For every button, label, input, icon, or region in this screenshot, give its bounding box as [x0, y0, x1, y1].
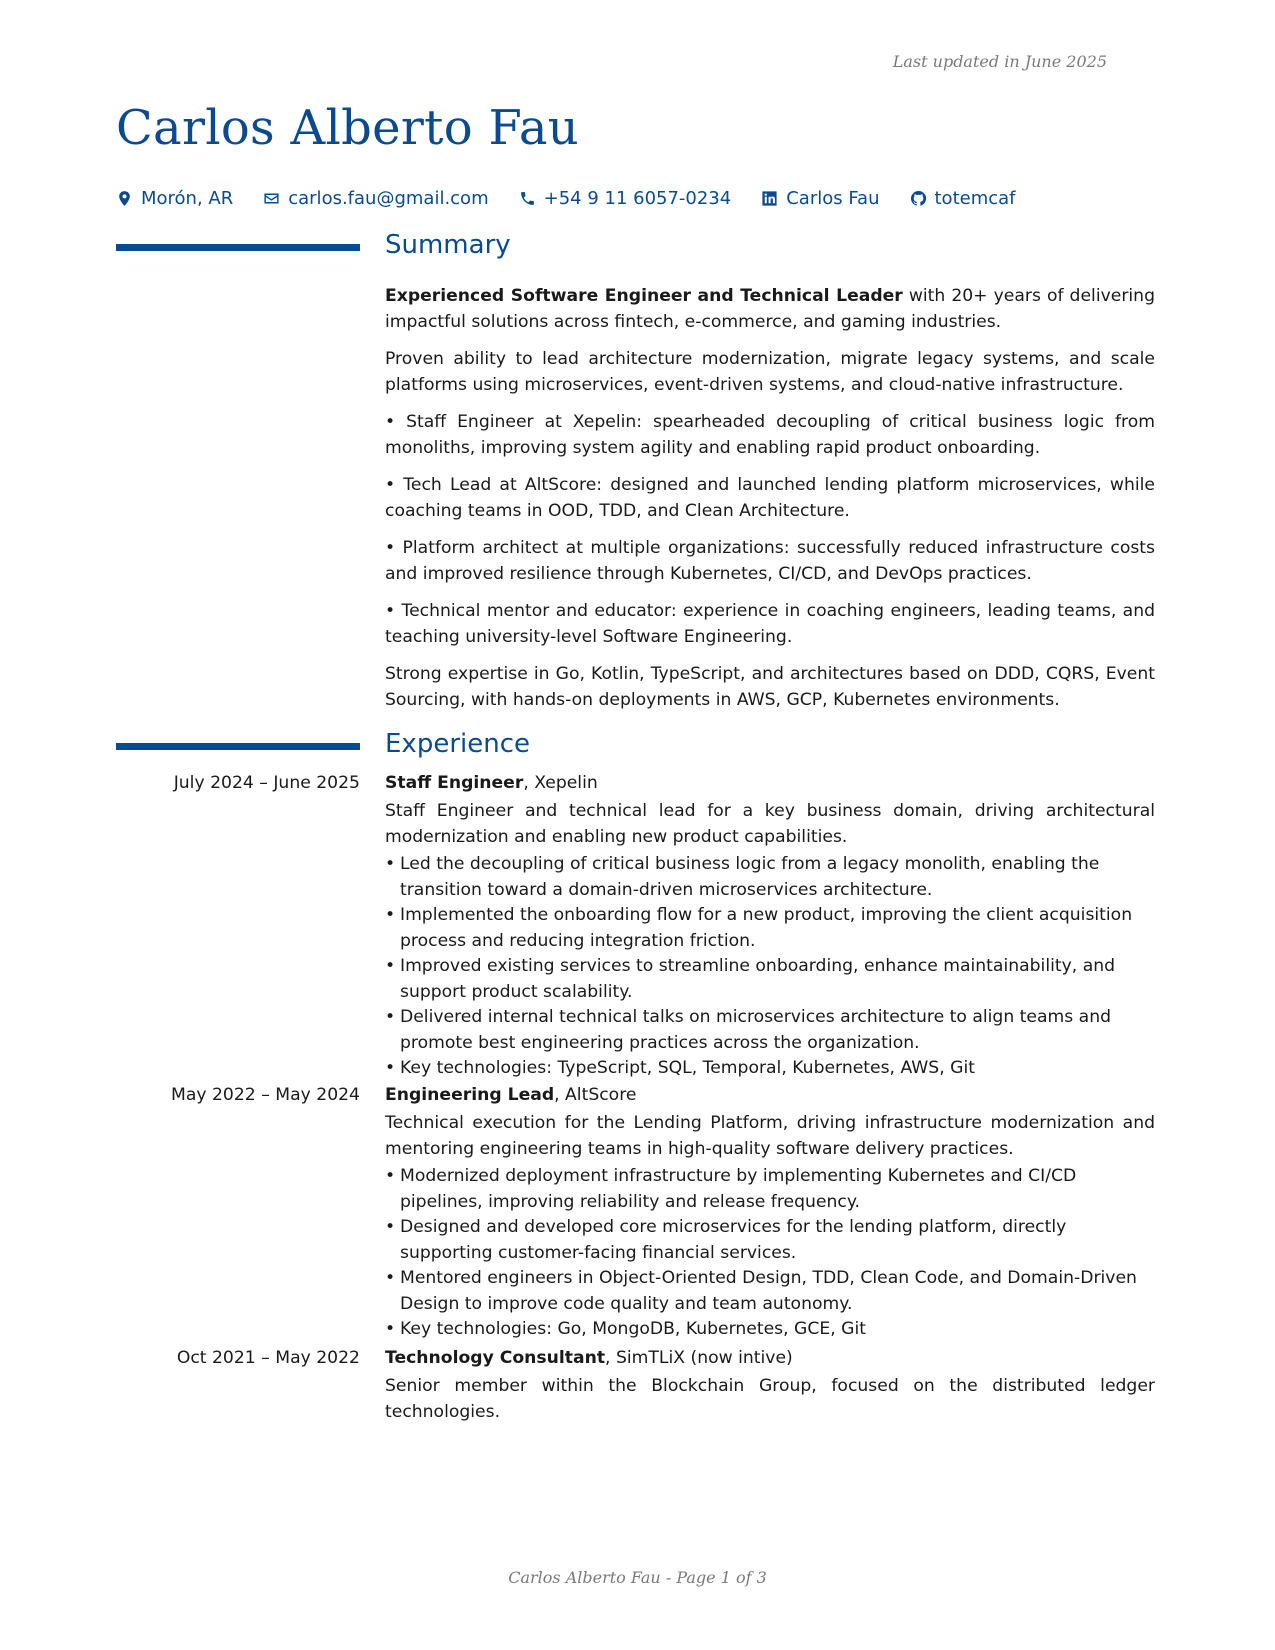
job-entry-altscore: [116, 1082, 1156, 1343]
linkedin-icon: [761, 190, 778, 207]
summary-paragraph: • Platform architect at multiple organizations: successfully reduced infrastructure costs and improved resilience through Kubernetes, CI/CD, and DevOps practices.: [385, 538, 1155, 584]
location-pin-icon: [116, 190, 133, 207]
summary-section: [385, 283, 1155, 724]
job-title-line: [385, 1082, 1155, 1108]
job-bullet: • Key technologies: TypeScript, SQL, Temporal, Kubernetes, AWS, Git: [385, 1056, 1155, 1082]
job-dates: May 2022 – May 2024: [171, 1085, 360, 1105]
job-description: Senior member within the Blockchain Group, focused on the distributed ledger technologies.: [385, 1376, 1155, 1422]
job-bullet: • Mentored engineers in Object-Oriented Design, TDD, Clean Code, and Domain-Driven Design to improve code quality and team autonomy.: [385, 1266, 1155, 1317]
experience-heading: Experience: [385, 729, 530, 759]
job-title-line: [385, 1345, 1155, 1371]
job-bullets: [385, 852, 1155, 1082]
contact-location-text: Morón, AR: [141, 188, 234, 209]
summary-lead-rest: with 20+ years of delivering impactful solutions across fintech, e-commerce, and gaming industries.: [385, 286, 1155, 332]
contact-github-text: totemcaf: [934, 188, 1016, 209]
job-bullet: • Designed and developed core microservices for the lending platform, directly supporting customer-facing financial services.: [385, 1215, 1155, 1266]
job-role: Technology Consultant: [385, 1348, 606, 1368]
contact-linkedin[interactable]: [761, 188, 879, 209]
job-role: Staff Engineer: [385, 773, 524, 793]
experience-section-bar: [116, 743, 360, 750]
summary-section-bar: [116, 244, 360, 251]
summary-lead-bold: Experienced Software Engineer and Technical Leader: [385, 286, 903, 306]
contact-phone-text: +54 9 11 6057-0234: [543, 188, 732, 209]
summary-lead-paragraph: [385, 283, 1155, 335]
page-footer: Carlos Alberto Fau - Page 1 of 3: [508, 1568, 767, 1587]
job-title-line: [385, 770, 1155, 796]
contact-email[interactable]: [263, 188, 488, 209]
job-bullet: • Delivered internal technical talks on microservices architecture to align teams and promote best engineering practices across the organization.: [385, 1005, 1155, 1056]
job-bullet: • Key technologies: Go, MongoDB, Kubernetes, GCE, Git: [385, 1317, 1155, 1343]
job-company: , Xepelin: [523, 773, 598, 793]
job-bullet: • Improved existing services to streamline onboarding, enhance maintainability, and support product scalability.: [385, 954, 1155, 1005]
summary-paragraph: • Technical mentor and educator: experience in coaching engineers, leading teams, and teaching university-level Software Engineering.: [385, 601, 1155, 647]
contact-email-text: carlos.fau@gmail.com: [288, 188, 489, 209]
envelope-icon: [263, 190, 280, 207]
job-company: , AltScore: [554, 1085, 637, 1105]
job-description: Technical execution for the Lending Platform, driving infrastructure modernization and mentoring engineering teams in high-quality software delivery practices.: [385, 1113, 1155, 1159]
github-icon: [910, 190, 927, 207]
summary-paragraph: • Staff Engineer at Xepelin: spearheaded decoupling of critical business logic from monoliths, improving system agility and enabling rapid product onboarding.: [385, 412, 1155, 458]
job-description: Staff Engineer and technical lead for a key business domain, driving architectural modernization and enabling new product capabilities.: [385, 801, 1155, 847]
summary-paragraph: • Tech Lead at AltScore: designed and launched lending platform microservices, while coaching teams in OOD, TDD, and Clean Architecture.: [385, 475, 1155, 521]
job-role: Engineering Lead: [385, 1085, 555, 1105]
contact-location[interactable]: [116, 188, 233, 209]
job-company: , SimTLiX (now intive): [605, 1348, 793, 1368]
summary-paragraph: Proven ability to lead architecture modernization, migrate legacy systems, and scale platforms using microservices, event-driven systems, and cloud-native infrastructure.: [385, 349, 1155, 395]
contact-bar: [116, 188, 1016, 209]
summary-paragraph: Strong expertise in Go, Kotlin, TypeScript, and architectures based on DDD, CQRS, Event Sourcing, with hands-on deployments in AWS, GCP, Kubernetes environments.: [385, 664, 1155, 710]
contact-phone[interactable]: [519, 188, 732, 209]
phone-icon: [519, 190, 536, 207]
job-bullet: • Implemented the onboarding flow for a new product, improving the client acquisition process and reducing integration friction.: [385, 903, 1155, 954]
contact-github[interactable]: [910, 188, 1016, 209]
job-dates: Oct 2021 – May 2022: [176, 1348, 360, 1368]
contact-linkedin-text: Carlos Fau: [786, 188, 880, 209]
job-dates: July 2024 – June 2025: [173, 773, 360, 793]
job-entry-simtlix: [116, 1345, 1156, 1425]
job-bullet: • Led the decoupling of critical business logic from a legacy monolith, enabling the transition toward a domain-driven microservices architecture.: [385, 852, 1155, 903]
last-updated-note: Last updated in June 2025: [892, 52, 1107, 71]
candidate-name: Carlos Alberto Fau: [116, 100, 579, 156]
job-entry-xepelin: [116, 770, 1156, 1082]
job-bullet: • Modernized deployment infrastructure by implementing Kubernetes and CI/CD pipelines, improving reliability and release frequency.: [385, 1164, 1155, 1215]
job-bullets: [385, 1164, 1155, 1343]
summary-heading: Summary: [385, 230, 511, 260]
